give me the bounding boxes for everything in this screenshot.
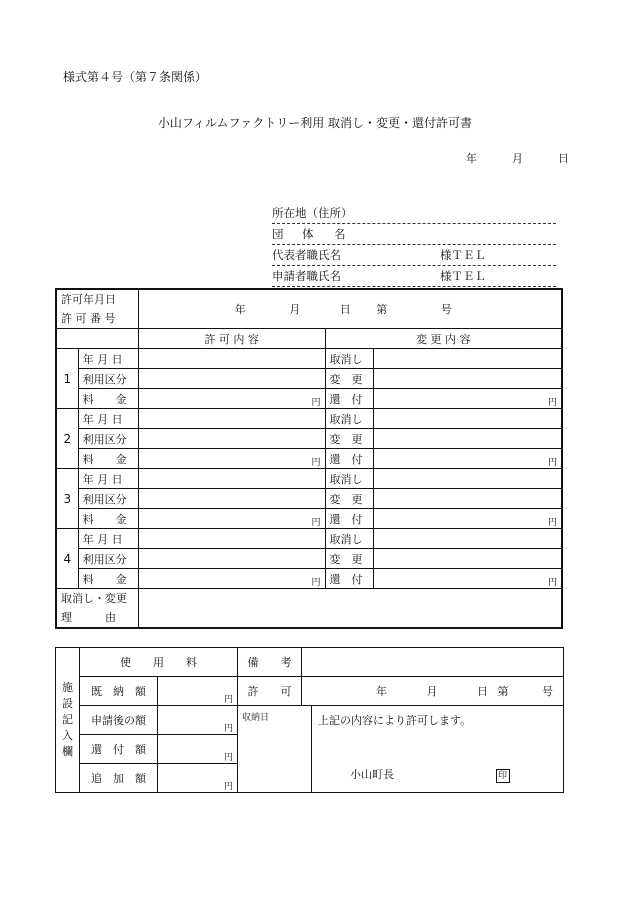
permit-date-cell[interactable]	[138, 469, 325, 489]
facility-side-label: 施 設 記 入 欄	[56, 648, 80, 793]
change-value-cell[interactable]	[373, 429, 562, 449]
row-label: 料 金	[78, 509, 138, 529]
row-label: 料 金	[78, 569, 138, 589]
row-label: 利用区分	[78, 429, 138, 449]
after-apply-label: 申請後の額	[80, 706, 158, 735]
receipt-date-cell[interactable]	[238, 706, 312, 793]
change-value-cell[interactable]	[373, 349, 562, 369]
additional-amount[interactable]: 円	[158, 764, 238, 793]
change-value-cell[interactable]	[373, 469, 562, 489]
change-label: 還 付	[325, 509, 373, 529]
change-label: 取消し	[325, 529, 373, 549]
change-fee-cell[interactable]: 円	[373, 449, 562, 469]
after-apply-amount[interactable]: 円	[158, 706, 238, 735]
change-label: 変 更	[325, 429, 373, 449]
date-day: 日	[558, 152, 569, 165]
header-blank	[56, 329, 138, 349]
permit-table	[55, 288, 563, 629]
issue-date	[466, 150, 569, 166]
row-label: 年 月 日	[78, 529, 138, 549]
applicant-block	[272, 203, 556, 287]
item-number: 2	[56, 409, 78, 469]
group-name-field[interactable]	[272, 224, 556, 245]
permit-date-cell[interactable]	[138, 409, 325, 429]
mayor-line	[350, 766, 557, 783]
rep-sama-tel: 様ＴＥＬ	[440, 248, 486, 262]
refund-amount[interactable]: 円	[158, 735, 238, 764]
change-value-cell[interactable]	[373, 549, 562, 569]
applicant-field[interactable]	[272, 266, 556, 287]
row-label: 年 月 日	[78, 349, 138, 369]
permit-usage-cell[interactable]	[138, 369, 325, 389]
reason-label: 取消し・変更 理 由	[56, 589, 138, 629]
representative-label: 代表者職氏名	[272, 248, 341, 262]
row-label: 年 月 日	[78, 409, 138, 429]
permit-usage-cell[interactable]	[138, 429, 325, 449]
seal-icon: 印	[496, 769, 510, 783]
mayor-label: 小山町長	[350, 768, 394, 781]
row-label: 料 金	[78, 389, 138, 409]
paid-label: 既 納 額	[80, 677, 158, 706]
applicant-label: 申請者職氏名	[272, 269, 341, 283]
group-label-a: 団	[272, 227, 284, 241]
row-label: 年 月 日	[78, 469, 138, 489]
change-value-cell[interactable]	[373, 489, 562, 509]
usage-fee-header: 使 用 料	[80, 648, 238, 677]
change-value-cell[interactable]	[373, 529, 562, 549]
change-label: 還 付	[325, 569, 373, 589]
change-label: 変 更	[325, 549, 373, 569]
row-label: 利用区分	[78, 489, 138, 509]
paid-amount[interactable]: 円	[158, 677, 238, 706]
permit-fee-cell[interactable]: 円	[138, 389, 325, 409]
refund-label: 還 付 額	[80, 735, 158, 764]
receipt-date-label: 収納日	[242, 713, 270, 723]
date-year: 年	[466, 152, 477, 165]
change-fee-cell[interactable]: 円	[373, 509, 562, 529]
item-number: 3	[56, 469, 78, 529]
permit-date-number[interactable]: 年 月 日 第 号	[138, 289, 562, 329]
permit-content-header: 許 可 内 容	[138, 329, 325, 349]
facility-table	[55, 647, 564, 793]
row-label: 利用区分	[78, 369, 138, 389]
change-label: 取消し	[325, 349, 373, 369]
additional-label: 追 加 額	[80, 764, 158, 793]
address-field[interactable]	[272, 203, 556, 224]
change-fee-cell[interactable]: 円	[373, 389, 562, 409]
remarks-cell[interactable]	[302, 648, 564, 677]
approval-text: 上記の内容により許可します。	[318, 714, 472, 727]
permit-date-cell[interactable]	[138, 529, 325, 549]
permit-fee-cell[interactable]: 円	[138, 569, 325, 589]
approval-cell	[312, 706, 564, 793]
change-label: 還 付	[325, 449, 373, 469]
group-label-b: 体	[302, 227, 314, 241]
row-label: 利用区分	[78, 549, 138, 569]
permit-usage-cell[interactable]	[138, 489, 325, 509]
row-label: 料 金	[78, 449, 138, 469]
group-label-c: 名	[334, 227, 346, 241]
form-number: 様式第４号（第７条関係）	[63, 70, 208, 84]
reason-cell[interactable]	[138, 589, 562, 629]
item-number: 4	[56, 529, 78, 589]
permit-usage-cell[interactable]	[138, 549, 325, 569]
permit-date-label: 許可年月日 許 可 番 号	[56, 289, 138, 329]
permit-label: 許 可	[238, 677, 302, 706]
change-label: 変 更	[325, 369, 373, 389]
permit-fee-cell[interactable]: 円	[138, 449, 325, 469]
permit-fee-cell[interactable]: 円	[138, 509, 325, 529]
change-content-header: 変 更 内 容	[325, 329, 562, 349]
permit-date-cell[interactable]	[138, 349, 325, 369]
applicant-sama-tel: 様ＴＥＬ	[440, 269, 486, 283]
change-label: 還 付	[325, 389, 373, 409]
change-fee-cell[interactable]: 円	[373, 569, 562, 589]
change-label: 取消し	[325, 409, 373, 429]
change-value-cell[interactable]	[373, 409, 562, 429]
date-month: 月	[512, 152, 523, 165]
item-number: 1	[56, 349, 78, 409]
change-label: 取消し	[325, 469, 373, 489]
change-label: 変 更	[325, 489, 373, 509]
representative-field[interactable]	[272, 245, 556, 266]
remarks-header: 備 考	[238, 648, 302, 677]
address-label: 所在地（住所）	[272, 206, 353, 220]
permit-date-number[interactable]: 年 月 日 第 号	[302, 677, 564, 706]
change-value-cell[interactable]	[373, 369, 562, 389]
document-title: 小山フィルムファクトリー利用 取消し・変更・還付許可書	[157, 116, 473, 130]
